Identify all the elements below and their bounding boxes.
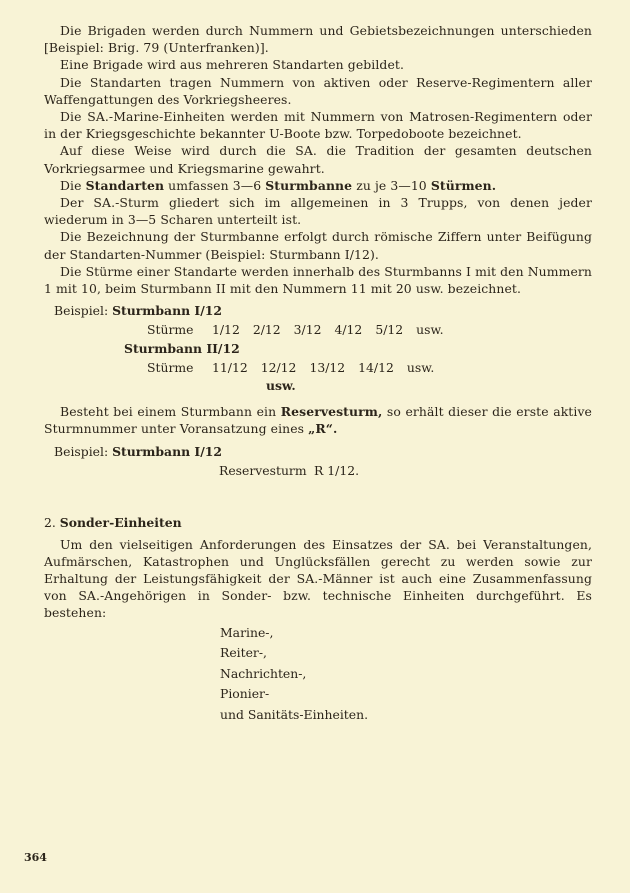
unit-list-item: Marine-, (220, 624, 274, 640)
sturm-number: 2/12 (252, 322, 281, 338)
paragraph-brigaden: Die Brigaden werden durch Nummern und Gebietsbezeichnungen unterschieden [Beispiel: Brig. 79 (Unterfranken)]. (44, 23, 592, 56)
sturm-number: 3/12 (293, 322, 322, 338)
sturm-number: 13/12 (309, 360, 346, 376)
example-1-row-1: Stürme 1/12 2/12 3/12 4/12 5/12 usw. (147, 322, 444, 338)
unit-list-item: und Sanitäts-Einheiten. (220, 706, 369, 722)
unit-list-item: Reiter-, (220, 645, 267, 661)
paragraph-standarten-nummern: Die Standarten tragen Nummern von aktiven oder Reserve-Regimentern aller Waffengattungen des Vorkriegsheeres. (44, 74, 592, 107)
sturm-number: 14/12 (358, 360, 394, 376)
unit-list-item: Pionier- (220, 686, 270, 702)
sturm-number: 11/12 (212, 360, 248, 376)
unit-list-item: Nachrichten-, (220, 665, 307, 681)
paragraph-marine-einheiten: Die SA.-Marine-Einheiten werden mit Nummern von Matrosen-Regimentern oder in der Kriegsgeschichte bekannter U-Boote bzw. Torpedoboote bezeichnet. (44, 109, 592, 142)
paragraph-brigade: Eine Brigade wird aus mehreren Standarten gebildet. (60, 57, 405, 73)
paragraph-sturm-gliederung: Der SA.-Sturm gliedert sich im allgemeinen in 3 Trupps, von denen jeder wiederum in 3—5 Scharen unterteilt ist. (44, 195, 592, 228)
section-heading: 2. Sonder-Einheiten (44, 514, 182, 530)
example-1-row-2: Stürme 11/12 12/12 13/12 14/12 usw. (147, 360, 435, 376)
sturm-number: usw. (416, 322, 444, 338)
sturm-number: 4/12 (334, 322, 363, 338)
example-1-heading-2: Sturmbann II/12 (124, 341, 240, 357)
page-number: 364 (24, 851, 47, 864)
example-1-usw: usw. (266, 378, 296, 394)
sturm-number: 5/12 (375, 322, 404, 338)
unit-list (44, 623, 592, 726)
paragraph-bezeichnung-sturmbanne: Die Bezeichnung der Sturmbanne erfolgt durch römische Ziffern unter Beifügung der Standarten-Nummer (Beispiel: Sturmbann I/12). (44, 229, 592, 262)
sturm-number: 12/12 (260, 360, 297, 376)
paragraph-standarten-umfassen: Die Standarten umfassen 3—6 Sturmbanne zu je 3—10 Stürmen. (60, 177, 497, 193)
paragraph-reservesturm: Besteht bei einem Sturmbann ein Reservesturm, so erhält dieser die erste aktive Sturmnummer unter Voransatzung eines „R“. (44, 404, 592, 437)
example-1-heading: Beispiel: Sturmbann I/12 (54, 303, 222, 319)
paragraph-sonder-einheiten: Um den vielseitigen Anforderungen des Einsatzes der SA. bei Veranstaltungen, Aufmärschen, Katastrophen und Unglücksfällen gerecht zu werden sowie zur Erhaltung der Leistungsfähigkeit der SA.-Männer ist auch eine Zusammenfassung von SA.-Angehörigen in Sonder- bzw. technische Einheiten durchgeführt. Es bestehen: (44, 536, 592, 621)
example-2-heading: Beispiel: Sturmbann I/12 (54, 443, 222, 459)
paragraph-tradition: Auf diese Weise wird durch die SA. die Tradition der gesamten deutschen Vorkriegsarmee und Kriegsmarine gewahrt. (44, 143, 592, 176)
paragraph-stuerme-nummern: Die Stürme einer Standarte werden innerhalb des Sturmbanns I mit den Nummern 1 mit 10, beim Sturmbann II mit den Nummern 11 mit 20 usw. bezeichnet. (44, 263, 592, 297)
sturm-number: 1/12 (212, 322, 240, 338)
sturm-number: usw. (406, 360, 435, 376)
example-2-row: Reservesturm R 1/12. (219, 462, 360, 478)
